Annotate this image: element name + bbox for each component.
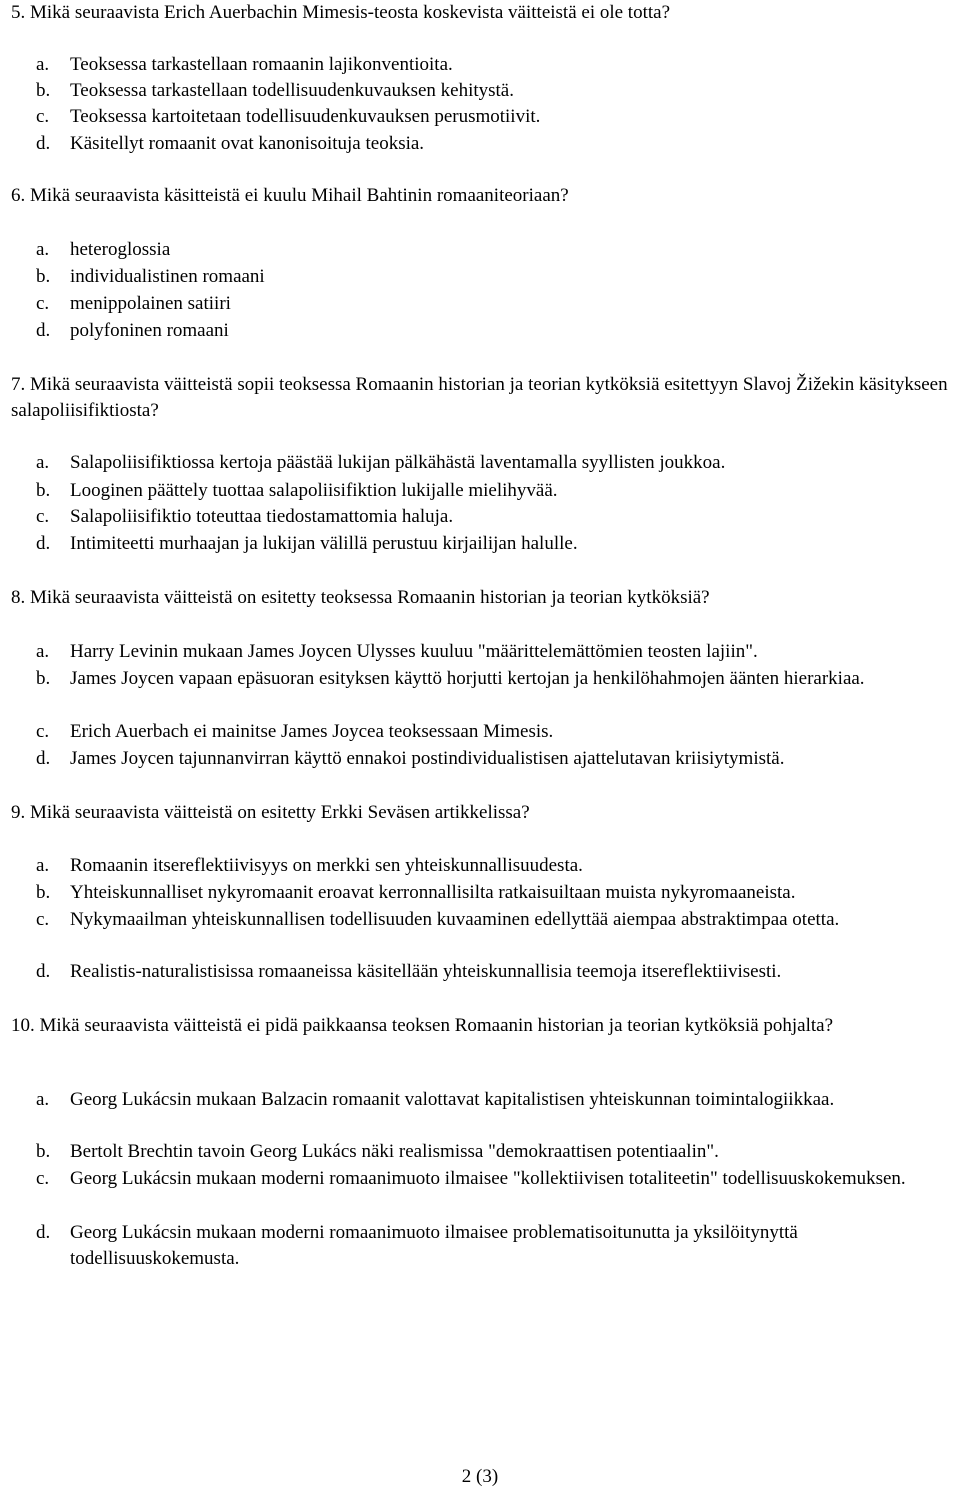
option-letter: a.: [36, 641, 50, 662]
question-6-option-b: [36, 264, 956, 290]
option-text: Georg Lukácsin mukaan moderni romaanimuoto ilmaisee "kollektiivisen totaliteetin" todellisuuskokemuksen.: [70, 1168, 906, 1189]
option-letter: b.: [36, 80, 51, 101]
question-7-text: 7. Mikä seuraavista väitteistä sopii teoksessa Romaanin historian ja teorian kytköksiä esitettyyn Slavoj Žižekin käsitykseen salapoliisifiktiosta?: [11, 374, 948, 421]
question-10-option-c: [36, 1166, 956, 1192]
question-5-option-b: [36, 78, 956, 104]
question-7-option-b: [36, 478, 956, 504]
option-text: Georg Lukácsin mukaan moderni romaanimuoto ilmaisee problematisoitunutta ja yksilöitynyttä todellisuuskokemusta.: [70, 1222, 798, 1269]
option-letter: b.: [36, 1141, 51, 1162]
question-6-text: 6. Mikä seuraavista käsitteistä ei kuulu Mihail Bahtinin romaaniteoriaan?: [11, 185, 569, 206]
option-letter: b.: [36, 882, 51, 903]
question-9-option-a: [36, 853, 956, 879]
option-text: Teoksessa kartoitetaan todellisuudenkuvauksen perusmotiivit.: [70, 106, 541, 127]
question-10-option-d: [36, 1220, 956, 1272]
question-7-option-d: [36, 531, 956, 557]
option-letter: c.: [36, 293, 50, 314]
option-letter: c.: [36, 1168, 50, 1189]
option-text: Bertolt Brechtin tavoin Georg Lukács näki realismissa "demokraattisen potentiaalin".: [70, 1141, 719, 1162]
option-text: Looginen päättely tuottaa salapoliisifiktion lukijalle mielihyvää.: [70, 480, 558, 501]
question-5-text: 5. Mikä seuraavista Erich Auerbachin Mimesis-teosta koskevista väitteistä ei ole totta?: [11, 2, 671, 23]
question-8-text: 8. Mikä seuraavista väitteistä on esitetty teoksessa Romaanin historian ja teorian kytköksiä?: [11, 587, 710, 608]
option-letter: d.: [36, 1222, 51, 1243]
option-letter: a.: [36, 239, 50, 260]
option-text: Realistis-naturalistisissa romaaneissa käsitellään yhteiskunnallisia teemoja itsereflektiivisesti.: [70, 961, 782, 982]
question-9-option-d: [36, 959, 956, 985]
option-letter: c.: [36, 721, 50, 742]
question-7-option-a: [36, 450, 956, 476]
option-text: Intimiteetti murhaajan ja lukijan välillä perustuu kirjailijan halulle.: [70, 533, 578, 554]
option-text: Käsitellyt romaanit ovat kanonisoituja teoksia.: [70, 133, 425, 154]
question-5-option-d: [36, 131, 956, 157]
option-letter: b.: [36, 480, 51, 501]
question-10-option-b: [36, 1139, 956, 1165]
option-text: polyfoninen romaani: [70, 320, 229, 341]
option-letter: c.: [36, 506, 50, 527]
question-8-option-b: [36, 666, 956, 692]
option-text: Romaanin itsereflektiivisyys on merkki sen yhteiskunnallisuudesta.: [70, 855, 583, 876]
option-letter: a.: [36, 54, 50, 75]
option-letter: d.: [36, 533, 51, 554]
question-5-option-a: [36, 52, 956, 78]
option-text: Erich Auerbach ei mainitse James Joycea teoksessaan Mimesis.: [70, 721, 554, 742]
question-10-option-a: [36, 1087, 956, 1113]
page-number: 2 (3): [461, 1466, 499, 1487]
option-text: Teoksessa tarkastellaan romaanin lajikonventioita.: [70, 54, 453, 75]
option-letter: a.: [36, 1089, 50, 1110]
option-letter: b.: [36, 266, 51, 287]
option-letter: d.: [36, 748, 51, 769]
option-letter: a.: [36, 452, 50, 473]
question-9-option-c: [36, 907, 956, 933]
option-text: James Joycen vapaan epäsuoran esityksen käyttö horjutti kertojan ja henkilöhahmojen äänten hierarkiaa.: [70, 668, 865, 689]
question-9-text: 9. Mikä seuraavista väitteistä on esitetty Erkki Seväsen artikkelissa?: [11, 802, 530, 823]
option-letter: d.: [36, 320, 51, 341]
question-8-option-c: [36, 719, 956, 745]
question-8-option-a: [36, 639, 956, 665]
option-text: Yhteiskunnalliset nykyromaanit eroavat kerronnallisilta ratkaisuiltaan muista nykyromaaneista.: [70, 882, 796, 903]
option-text: Salapoliisifiktiossa kertoja päästää lukijan pälkähästä laventamalla syyllisten joukkoa.: [70, 452, 726, 473]
question-6-option-a: [36, 237, 956, 263]
question-8-option-d: [36, 746, 956, 772]
option-letter: c.: [36, 106, 50, 127]
option-letter: c.: [36, 909, 50, 930]
question-6-option-d: [36, 318, 956, 344]
option-letter: a.: [36, 855, 50, 876]
question-6-option-c: [36, 291, 956, 317]
option-text: menippolainen satiiri: [70, 293, 231, 314]
option-text: Harry Levinin mukaan James Joycen Ulysses kuuluu "määrittelemättömien teosten lajiin".: [70, 641, 758, 662]
option-letter: d.: [36, 961, 51, 982]
option-letter: d.: [36, 133, 51, 154]
question-5-option-c: [36, 104, 956, 130]
question-10-text: 10. Mikä seuraavista väitteistä ei pidä paikkaansa teoksen Romaanin historian ja teorian kytköksiä pohjalta?: [11, 1015, 834, 1036]
option-text: Georg Lukácsin mukaan Balzacin romaanit valottavat kapitalistisen yhteiskunnan toimintalogiikkaa.: [70, 1089, 835, 1110]
option-text: Nykymaailman yhteiskunnallisen todellisuuden kuvaaminen edellyttää aiempaa abstraktimpaa otetta.: [70, 909, 840, 930]
question-9-option-b: [36, 880, 956, 906]
option-text: heteroglossia: [70, 239, 171, 260]
option-text: individualistinen romaani: [70, 266, 265, 287]
question-7-option-c: [36, 504, 956, 530]
option-text: Teoksessa tarkastellaan todellisuudenkuvauksen kehitystä.: [70, 80, 514, 101]
option-text: James Joycen tajunnanvirran käyttö ennakoi postindividualistisen ajattelutavan kriisiytymistä.: [70, 748, 785, 769]
option-text: Salapoliisifiktio toteuttaa tiedostamattomia haluja.: [70, 506, 454, 527]
option-letter: b.: [36, 668, 51, 689]
